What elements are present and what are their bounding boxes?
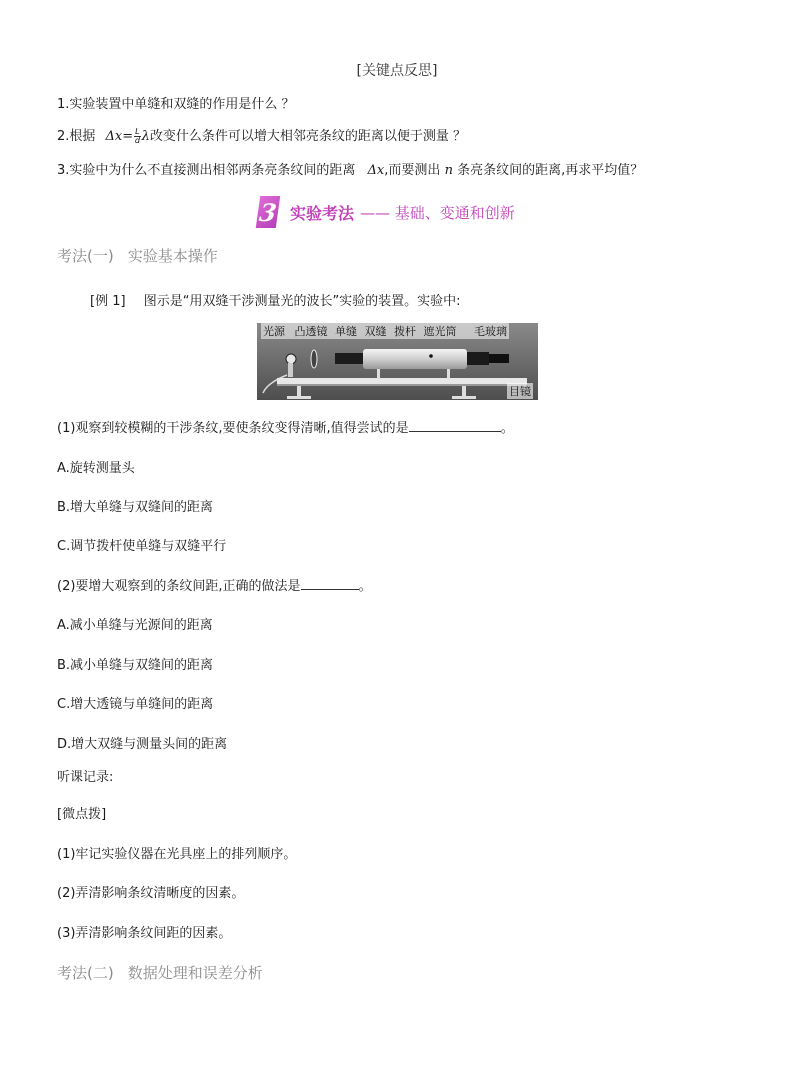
formula-fraction <box>134 128 140 145</box>
method-2-title: 数据处理和误差分析 <box>127 964 263 982</box>
formula-denominator: d <box>134 136 140 145</box>
tip-1: (1)牢记实验仪器在光具座上的排列顺序。 <box>57 847 297 862</box>
part-2-option-a: A.减小单缝与光源间的距离 <box>57 618 213 633</box>
part-1-option-c: C.调节拨杆使单缝与双缝平行 <box>57 539 227 554</box>
tips-heading: [微点拨] <box>57 807 107 822</box>
label-frosted-glass: 毛玻璃 <box>474 325 507 338</box>
section-banner <box>258 193 515 231</box>
part-2-stem-text: (2)要增大观察到的条纹间距,正确的做法是 <box>57 579 301 594</box>
formula-lhs: Δx= <box>105 129 134 144</box>
method-1-title: 实验基本操作 <box>127 247 218 265</box>
part-2-stem-end: 。 <box>358 579 372 594</box>
label-convex-lens: 凸透镜 <box>294 325 328 338</box>
method-1-label: 考法(一) <box>57 247 114 265</box>
label-lever: 拨杆 <box>394 325 416 338</box>
label-light-shield-tube: 遮光筒 <box>423 325 457 338</box>
label-single-slit: 单缝 <box>335 325 357 338</box>
part-1-stem <box>57 417 514 436</box>
part-1-answer-blank[interactable] <box>409 419 501 432</box>
label-eyepiece: 目镜 <box>509 385 531 398</box>
question-2-prefix: 2.根据 <box>57 129 96 144</box>
section-number-badge: 3 <box>257 197 279 227</box>
question-3-n: n <box>444 163 453 178</box>
question-2 <box>57 125 466 145</box>
part-1-option-a: A.旋转测量头 <box>57 461 135 476</box>
method-1-heading <box>57 245 232 266</box>
part-2-stem <box>57 575 372 594</box>
part-2-option-d: D.增大双缝与测量头间的距离 <box>57 737 228 752</box>
part-2-option-b: B.减小单缝与双缝间的距离 <box>57 658 214 673</box>
section-title: 实验考法 <box>290 203 355 223</box>
part-1-stem-end: 。 <box>500 421 514 436</box>
example-1 <box>90 290 461 309</box>
question-3-suffix: 条亮条纹间的距离,再求平均值？ <box>457 163 644 178</box>
part-1-stem-text: (1)观察到较模糊的干涉条纹,要使条纹变得清晰,值得尝试的是 <box>57 421 409 436</box>
part-2-answer-blank[interactable] <box>301 577 359 590</box>
part-1-option-b: B.增大单缝与双缝间的距离 <box>57 500 214 515</box>
example-tag: [例 1] <box>90 294 126 309</box>
question-1: 1.实验装置中单缝和双缝的作用是什么 ？ <box>57 97 295 112</box>
tip-3: (3)弄清影响条纹间距的因素。 <box>57 926 232 941</box>
method-2-label: 考法(二) <box>57 964 114 982</box>
label-light-source: 光源 <box>263 325 285 338</box>
label-double-slit: 双缝 <box>364 325 387 338</box>
apparatus-photo <box>257 323 538 400</box>
tip-2: (2)弄清影响条纹清晰度的因素。 <box>57 886 245 901</box>
section-subtitle: —— 基础、变通和创新 <box>360 203 515 222</box>
formula-numerator: L <box>135 127 140 136</box>
question-3-var: Δx <box>367 163 385 178</box>
question-2-suffix: 改变什么条件可以增大相邻亮条纹的距离以便于测量 ？ <box>149 129 467 144</box>
formula-rhs: λ <box>141 129 150 144</box>
example-text: 图示是“用双缝干涉测量光的波长”实验的装置。实验中: <box>143 294 461 309</box>
reflection-heading: [关键点反思] <box>356 63 438 79</box>
lecture-notes-label: 听课记录: <box>57 770 114 785</box>
question-3-mid: ,而要测出 <box>384 163 441 178</box>
method-2-heading <box>57 962 277 983</box>
part-2-option-c: C.增大透镜与单缝间的距离 <box>57 697 214 712</box>
question-3 <box>57 159 643 178</box>
question-3-prefix: 3.实验中为什么不直接测出相邻两条亮条纹间的距离 <box>57 163 356 178</box>
apparatus-labels <box>261 323 509 339</box>
